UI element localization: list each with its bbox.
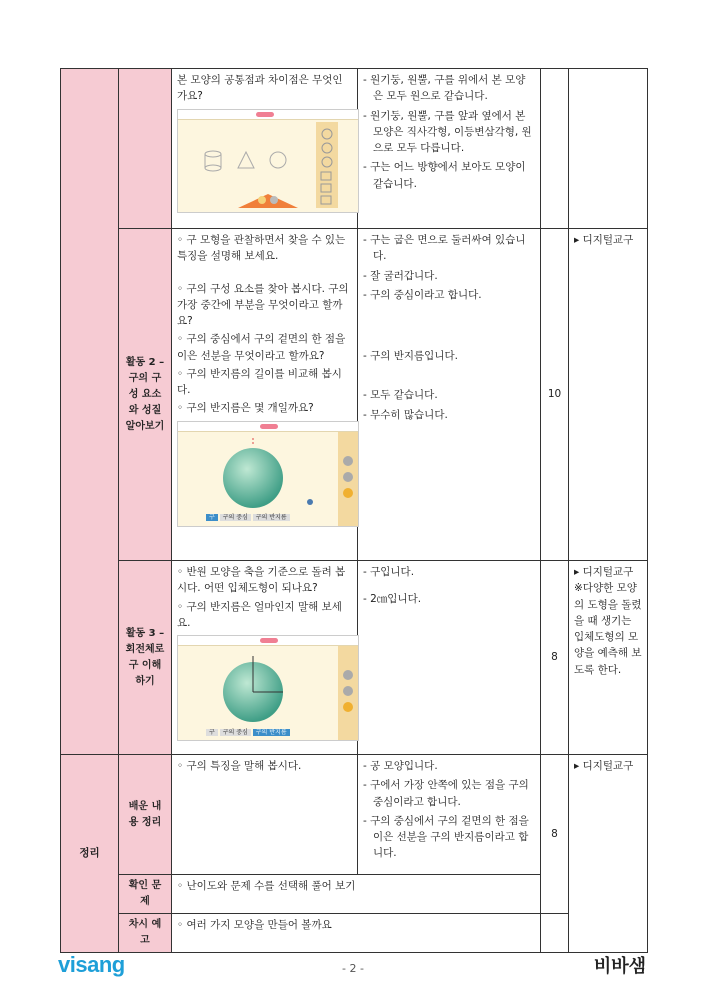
note-digital-tool: ▸ 디지털교구 [574, 760, 634, 772]
tab-center[interactable]: 구의 중심 [220, 514, 251, 521]
screenshot-toolbar [178, 422, 358, 432]
sphere-screenshot [177, 421, 359, 527]
question-text: ◦ 난이도와 문제 수를 선택해 풀어 보기 [172, 875, 541, 914]
rotation-screenshot [177, 635, 359, 741]
answer-line: - 구에서 가장 안쪽에 있는 점을 구의 중심이라고 합니다. [363, 779, 529, 808]
note-digital-tool: ▸ 디지털교구 [574, 234, 634, 246]
answer-line: - 모두 같습니다. [363, 389, 438, 402]
activity-label: 활동 2 – 구의 구성 요소와 성질 알아보기 [119, 229, 172, 561]
screenshot-side-toolbar [338, 646, 358, 740]
rotation-illustration [178, 646, 356, 740]
answer-cell [358, 755, 541, 875]
activity-label: 차시 예고 [119, 914, 172, 953]
shapes-screenshot [177, 109, 359, 213]
activity-label: 확인 문제 [119, 875, 172, 914]
answer-line: - 구의 중심에서 구의 겉면의 한 점을 이은 선분을 구의 반지름이라고 합니다. [363, 814, 529, 860]
question-cell [172, 69, 358, 229]
question-text: ◦ 구의 반지름은 몇 개일까요? [177, 402, 314, 415]
note-cell [569, 229, 648, 561]
answer-line: - 무수히 많습니다. [363, 408, 448, 421]
time-value: 8 [541, 561, 569, 755]
screenshot-toolbar [178, 636, 358, 646]
lesson-plan-table [60, 68, 648, 953]
page-number: - 2 - [342, 962, 364, 975]
sphere-tab-bar [206, 513, 290, 522]
question-cell [172, 561, 358, 755]
question-text: ◦ 여러 가지 모양을 만들어 볼까요 [172, 914, 541, 953]
brand-logo: 비바샘 [593, 956, 646, 977]
note-text: ※다양한 모양의 도형을 돌렸을 때 생기는 입체도형의 모양을 예측해 보도록 한다. [574, 582, 642, 676]
tab-center[interactable]: 구의 중심 [220, 729, 251, 736]
answer-cell [358, 69, 541, 229]
note-cell [569, 755, 648, 953]
stage-label: 정리 [61, 755, 119, 953]
answer-line: - 2㎝입니다. [363, 593, 422, 606]
answer-cell [358, 561, 541, 755]
tab-radius[interactable]: 구의 반지름 [253, 729, 290, 736]
note-digital-tool: ▸ 디지털교구 [574, 566, 634, 578]
answer-line: - 잘 굴러갑니다. [363, 269, 438, 282]
question-text: ◦ 구 모형을 관찰하면서 찾을 수 있는 특징을 설명해 보세요. [177, 234, 346, 263]
answer-line: - 구의 반지름입니다. [363, 350, 458, 363]
tab-radius[interactable]: 구의 반지름 [253, 514, 290, 521]
question-text: ◦ 구의 반지름은 얼마인지 말해 보세요. [177, 600, 342, 629]
answer-line: - 구입니다. [363, 566, 415, 578]
question-text: ◦ 구의 반지름의 길이를 비교해 봅시다. [177, 367, 342, 397]
question-text: 본 모양의 공통점과 차이점은 무엇인가요? [177, 74, 343, 103]
publisher-logo: visang [58, 952, 125, 977]
screenshot-side-toolbar [338, 432, 358, 526]
activity-cell-empty [119, 69, 172, 229]
time-cell [541, 69, 569, 229]
question-text: ◦ 구의 중심에서 구의 겉면의 한 점을 이은 선분을 무엇이라고 할까요? [177, 333, 346, 362]
answer-line: - 원기둥, 원뿔, 구를 앞과 옆에서 본 모양은 직사각형, 이등변삼각형, 원으로 모두 다릅니다. [363, 109, 532, 155]
activity-label: 배운 내용 정리 [119, 755, 172, 875]
question-text: ◦ 구의 구성 요소를 찾아 봅시다. 구의 가장 중간에 부분을 무엇이라고 할까요? [177, 282, 349, 328]
time-cell [541, 914, 569, 953]
answer-line: - 공 모양입니다. [363, 760, 438, 772]
rotation-tab-bar [206, 728, 290, 737]
answer-line: - 구는 어느 방향에서 보아도 모양이 같습니다. [363, 161, 526, 190]
answer-cell [358, 229, 541, 561]
shapes-illustration [178, 120, 356, 210]
note-cell [569, 561, 648, 755]
time-value: 10 [541, 229, 569, 561]
tab-sphere[interactable]: 구 [206, 729, 218, 736]
time-value: 8 [541, 755, 569, 914]
answer-line: - 구는 굽은 면으로 둘러싸여 있습니다. [363, 234, 526, 263]
stage-cell [61, 69, 119, 755]
activity-label: 활동 3 – 회전체로 구 이해하기 [119, 561, 172, 755]
question-cell [172, 229, 358, 561]
screenshot-toolbar [178, 110, 358, 120]
question-text: ◦ 반원 모양을 축을 기준으로 돌려 봅시다. 어떤 입체도형이 되나요? [177, 566, 346, 595]
question-text: ◦ 구의 특징을 말해 봅시다. [172, 755, 358, 875]
answer-line: - 원기둥, 원뿔, 구를 위에서 본 모양은 모두 원으로 같습니다. [363, 74, 526, 103]
sphere-illustration [178, 432, 356, 526]
tab-sphere[interactable]: 구 [206, 514, 218, 521]
note-cell [569, 69, 648, 229]
answer-line: - 구의 중심이라고 합니다. [363, 288, 482, 301]
